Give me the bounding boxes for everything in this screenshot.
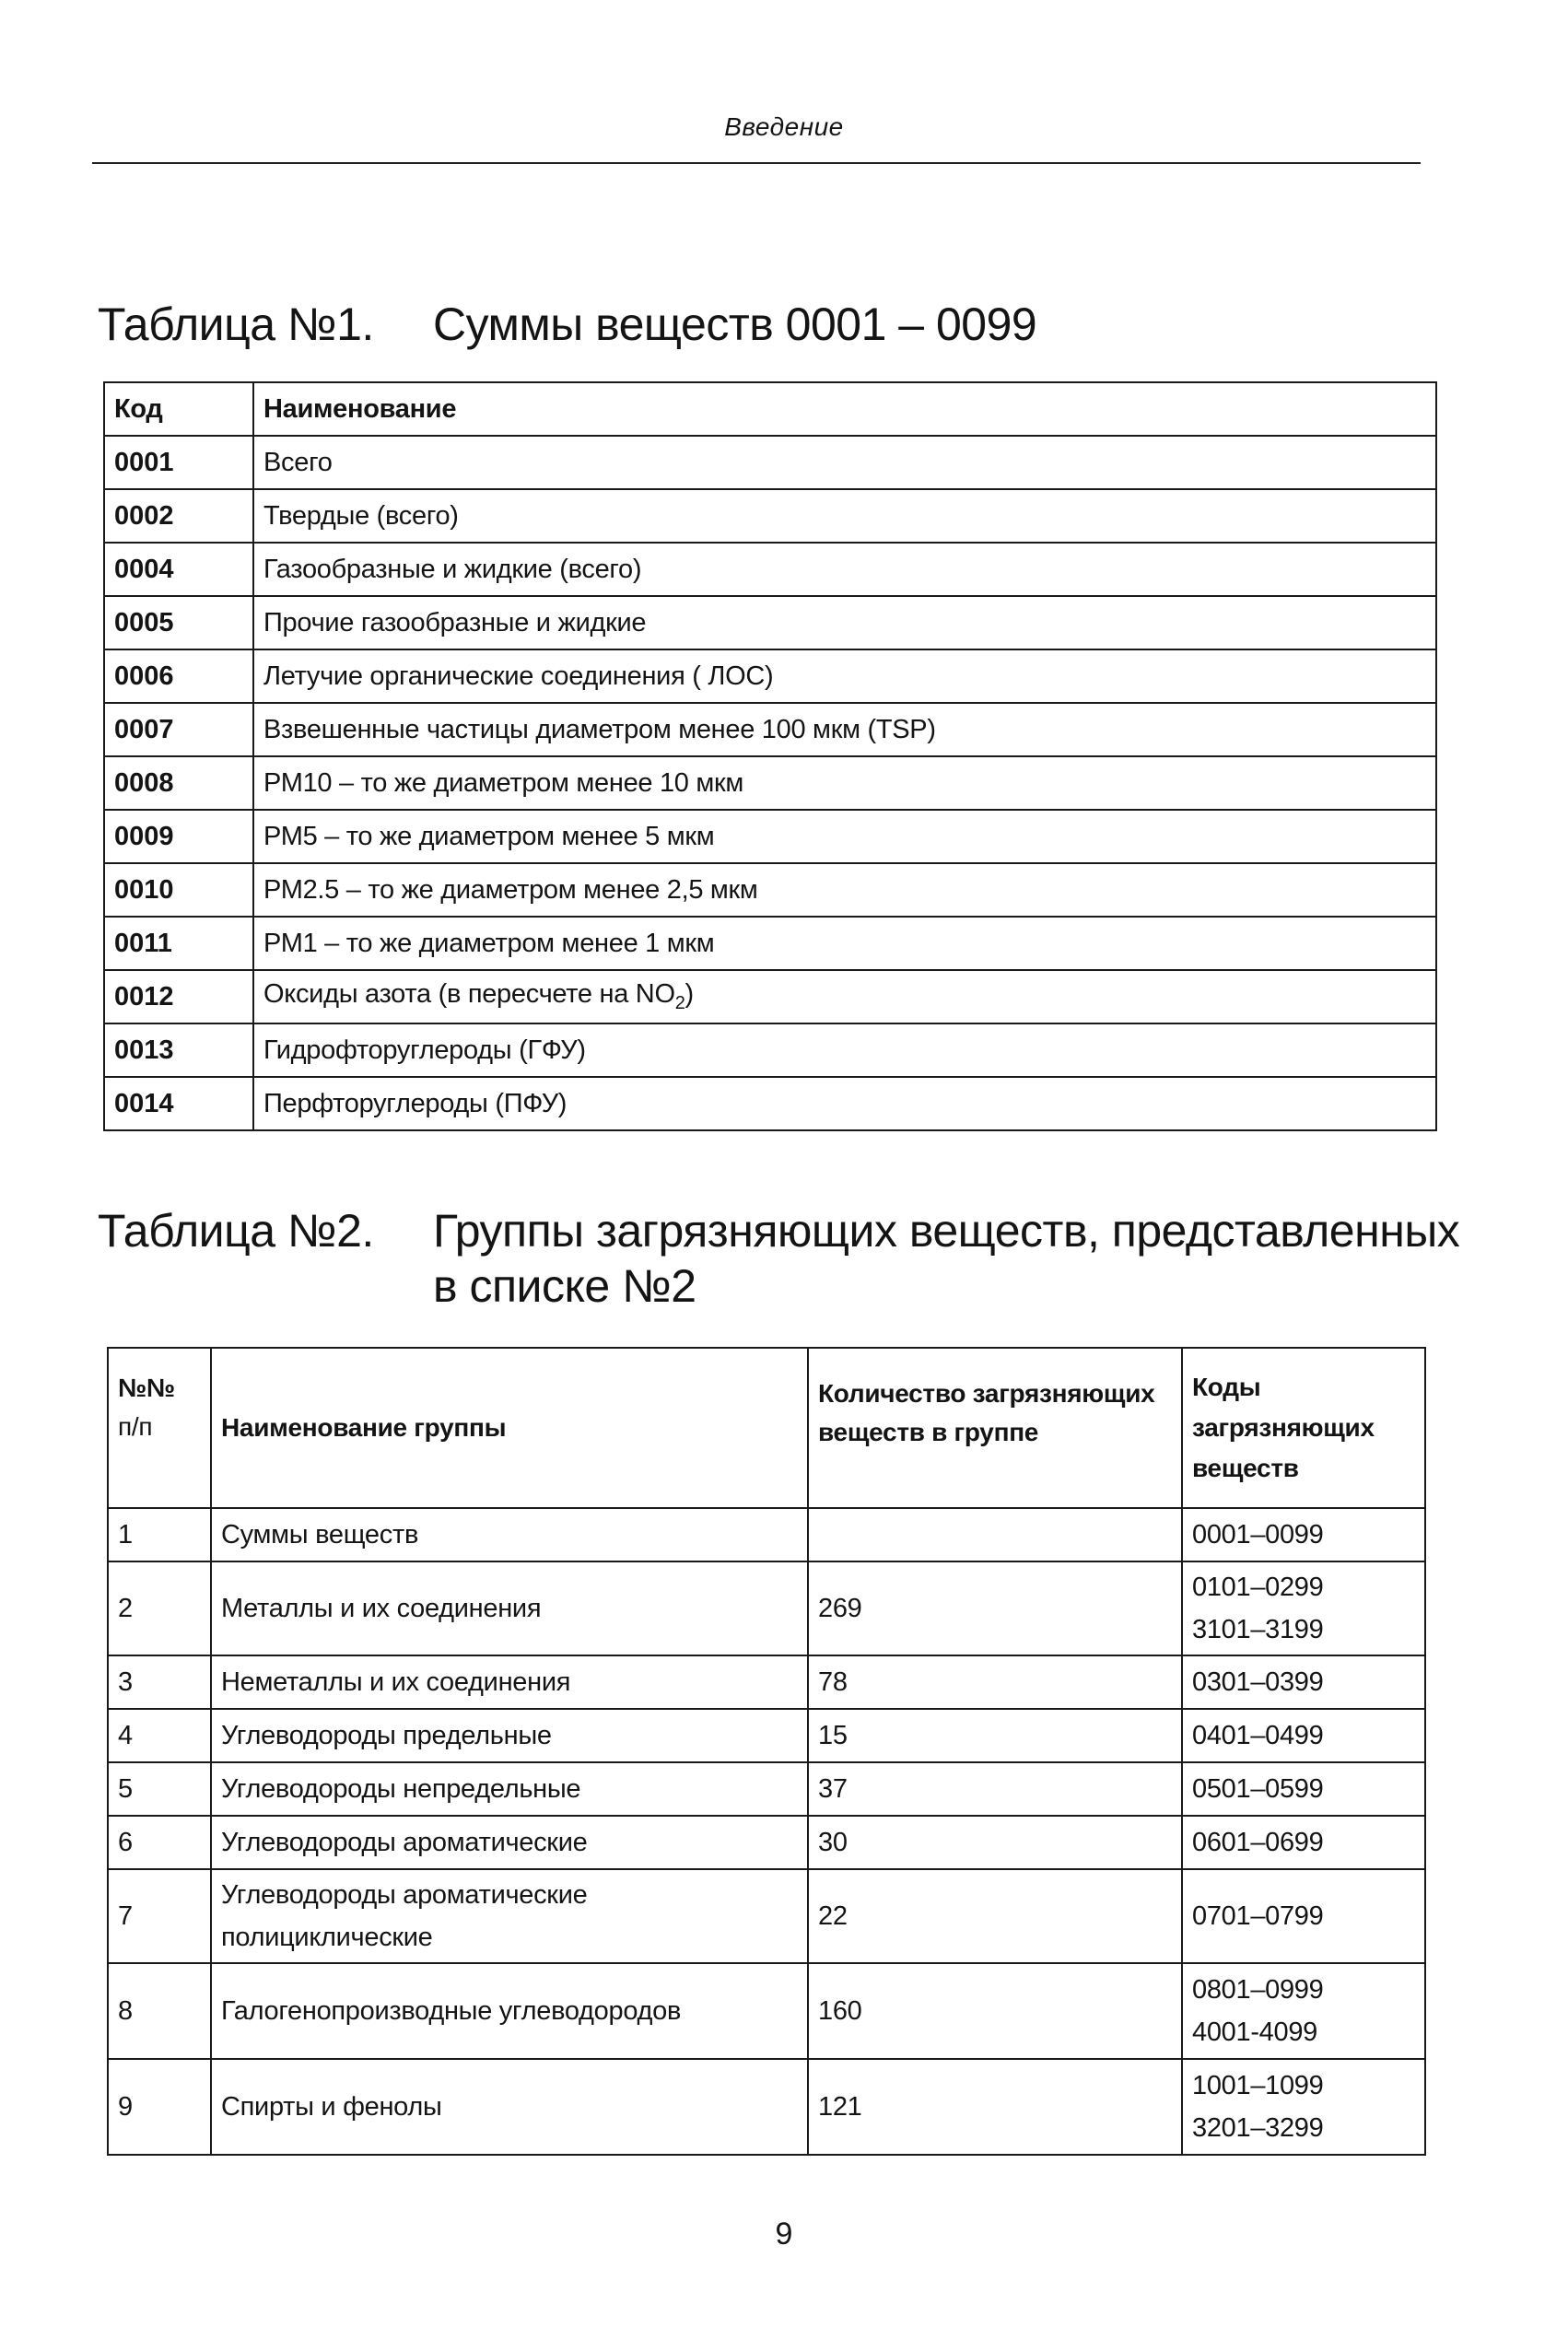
table1-caption-title: Суммы веществ 0001 – 0099 — [433, 298, 1037, 350]
table1-code: 0007 — [104, 703, 253, 756]
table2-code-line1: 0801–0999 — [1192, 1975, 1324, 2005]
table2-codes: 0701–0799 — [1182, 1869, 1425, 1963]
table1-name: РМ5 – то же диаметром менее 5 мкм — [253, 810, 1436, 863]
table2-code-line1: 0101–0299 — [1192, 1573, 1324, 1602]
table1-header-name: Наименование — [253, 382, 1436, 436]
table2-num: 1 — [108, 1508, 211, 1561]
table2-count: 30 — [808, 1816, 1182, 1869]
table1-row — [104, 649, 1436, 703]
table1-row — [104, 489, 1436, 543]
table2-row — [108, 1963, 1425, 2059]
header-count-line2: веществ в группе — [818, 1418, 1039, 1446]
table1-row — [104, 917, 1436, 970]
table2-codes — [1182, 1963, 1425, 2059]
table1-name: Перфторуглероды (ПФУ) — [253, 1077, 1436, 1130]
table2-caption-title-line1: Группы загрязняющих веществ, представленных — [433, 1205, 1460, 1257]
header-codes-line3: веществ — [1192, 1454, 1299, 1482]
table1-row — [104, 863, 1436, 917]
table2-num: 9 — [108, 2059, 211, 2155]
table2-row — [108, 1816, 1425, 1869]
table2-count: 22 — [808, 1869, 1182, 1963]
table2-name: Углеводороды ароматические — [211, 1816, 808, 1869]
table2-count — [808, 1508, 1182, 1561]
table2-header-name: Наименование группы — [211, 1348, 808, 1508]
table2-codes: 0601–0699 — [1182, 1816, 1425, 1869]
table2-row — [108, 1869, 1425, 1963]
table1 — [103, 381, 1437, 1131]
table2-num: 4 — [108, 1709, 211, 1762]
table1-name: Взвешенные частицы диаметром менее 100 мкм (TSP) — [253, 703, 1436, 756]
table1-code: 0012 — [104, 970, 253, 1023]
table1-name: Газообразные и жидкие (всего) — [253, 543, 1436, 596]
table2-num: 7 — [108, 1869, 211, 1963]
table2-code-line2: 3201–3299 — [1192, 2113, 1324, 2143]
header-codes-line2: загрязняющих — [1192, 1413, 1375, 1442]
table1-row — [104, 810, 1436, 863]
table1-name-text: Оксиды азота (в пересчете на NO — [263, 979, 675, 1010]
table2-row — [108, 1709, 1425, 1762]
table2-header-num — [108, 1348, 211, 1508]
table1-name: Гидрофторуглероды (ГФУ) — [253, 1023, 1436, 1077]
table1-code: 0002 — [104, 489, 253, 543]
table2-codes: 0301–0399 — [1182, 1655, 1425, 1709]
table2-count: 121 — [808, 2059, 1182, 2155]
header-count-line1: Количество загрязняющих — [818, 1379, 1155, 1408]
table2-header-codes — [1182, 1348, 1425, 1508]
table2-name: Углеводороды непредельные — [211, 1762, 808, 1816]
table2-code-line1: 1001–1099 — [1192, 2071, 1324, 2100]
table2-codes — [1182, 1561, 1425, 1655]
table1-header-row — [104, 382, 1436, 436]
table1-name: РМ10 – то же диаметром менее 10 мкм — [253, 756, 1436, 810]
table2-name-line1: Углеводороды ароматические — [221, 1880, 588, 1910]
table2-row — [108, 1508, 1425, 1561]
table1-code: 0008 — [104, 756, 253, 810]
table2-row — [108, 1561, 1425, 1655]
table2-caption-title-line2: в списке №2 — [433, 1260, 696, 1312]
table1-row — [104, 1077, 1436, 1130]
table2-name: Металлы и их соединения — [211, 1561, 808, 1655]
table1-row — [104, 596, 1436, 649]
table1-code: 0005 — [104, 596, 253, 649]
table2-code-line2: 4001-4099 — [1192, 2017, 1317, 2047]
table1-row — [104, 1023, 1436, 1077]
running-header: Введение — [724, 112, 844, 141]
table2-caption-number: Таблица №2. — [98, 1205, 374, 1257]
table1-code: 0010 — [104, 863, 253, 917]
table2-num: 8 — [108, 1963, 211, 2059]
table1-code: 0004 — [104, 543, 253, 596]
table1-code: 0011 — [104, 917, 253, 970]
table2-count: 78 — [808, 1655, 1182, 1709]
page-number: 9 — [775, 2216, 793, 2251]
table1-code: 0009 — [104, 810, 253, 863]
table2-num: 3 — [108, 1655, 211, 1709]
table2-count: 160 — [808, 1963, 1182, 2059]
table2-codes — [1182, 2059, 1425, 2155]
table1-row — [104, 756, 1436, 810]
table2-name: Углеводороды предельные — [211, 1709, 808, 1762]
header-codes-line1: Коды — [1192, 1373, 1261, 1401]
table2-num: 2 — [108, 1561, 211, 1655]
table1-row — [104, 703, 1436, 756]
table2-code-line2: 3101–3199 — [1192, 1615, 1324, 1644]
table2-header-row — [108, 1348, 1425, 1508]
table1-name: Всего — [253, 436, 1436, 489]
table1-caption-number: Таблица №1. — [98, 298, 374, 350]
table2-row — [108, 1762, 1425, 1816]
table1-name: РМ2.5 – то же диаметром менее 2,5 мкм — [253, 863, 1436, 917]
table1-name-no2 — [253, 970, 1436, 1023]
header-rule — [92, 162, 1421, 164]
table1-row — [104, 543, 1436, 596]
table2-num: 5 — [108, 1762, 211, 1816]
header-num-line2: п/п — [118, 1412, 153, 1441]
table1-name: Прочие газообразные и жидкие — [253, 596, 1436, 649]
table1-name-tail: ) — [685, 979, 694, 1010]
table2-codes: 0501–0599 — [1182, 1762, 1425, 1816]
table2-count: 37 — [808, 1762, 1182, 1816]
table2-num: 6 — [108, 1816, 211, 1869]
table1-name: РМ1 – то же диаметром менее 1 мкм — [253, 917, 1436, 970]
table2-count: 15 — [808, 1709, 1182, 1762]
table2-name: Неметаллы и их соединения — [211, 1655, 808, 1709]
table2-header-count — [808, 1348, 1182, 1508]
header-num-line1: №№ — [118, 1374, 175, 1402]
table2-row — [108, 2059, 1425, 2155]
table1-row — [104, 436, 1436, 489]
table2-name-line2: полициклические — [221, 1923, 433, 1952]
table2-name: Галогенопроизводные углеводородов — [211, 1963, 808, 2059]
table1-code: 0006 — [104, 649, 253, 703]
table2 — [107, 1347, 1426, 2156]
table2-row — [108, 1655, 1425, 1709]
table1-code: 0013 — [104, 1023, 253, 1077]
table2-codes: 0001–0099 — [1182, 1508, 1425, 1561]
subscript-2: 2 — [674, 992, 685, 1013]
table2-count: 269 — [808, 1561, 1182, 1655]
table1-code: 0014 — [104, 1077, 253, 1130]
table1-code: 0001 — [104, 436, 253, 489]
table2-name — [211, 1869, 808, 1963]
table1-name: Твердые (всего) — [253, 489, 1436, 543]
table2-codes: 0401–0499 — [1182, 1709, 1425, 1762]
table2-name: Суммы веществ — [211, 1508, 808, 1561]
table1-name: Летучие органические соединения ( ЛОС) — [253, 649, 1436, 703]
table1-header-code: Код — [104, 382, 253, 436]
table1-row — [104, 970, 1436, 1023]
table2-name: Спирты и фенолы — [211, 2059, 808, 2155]
